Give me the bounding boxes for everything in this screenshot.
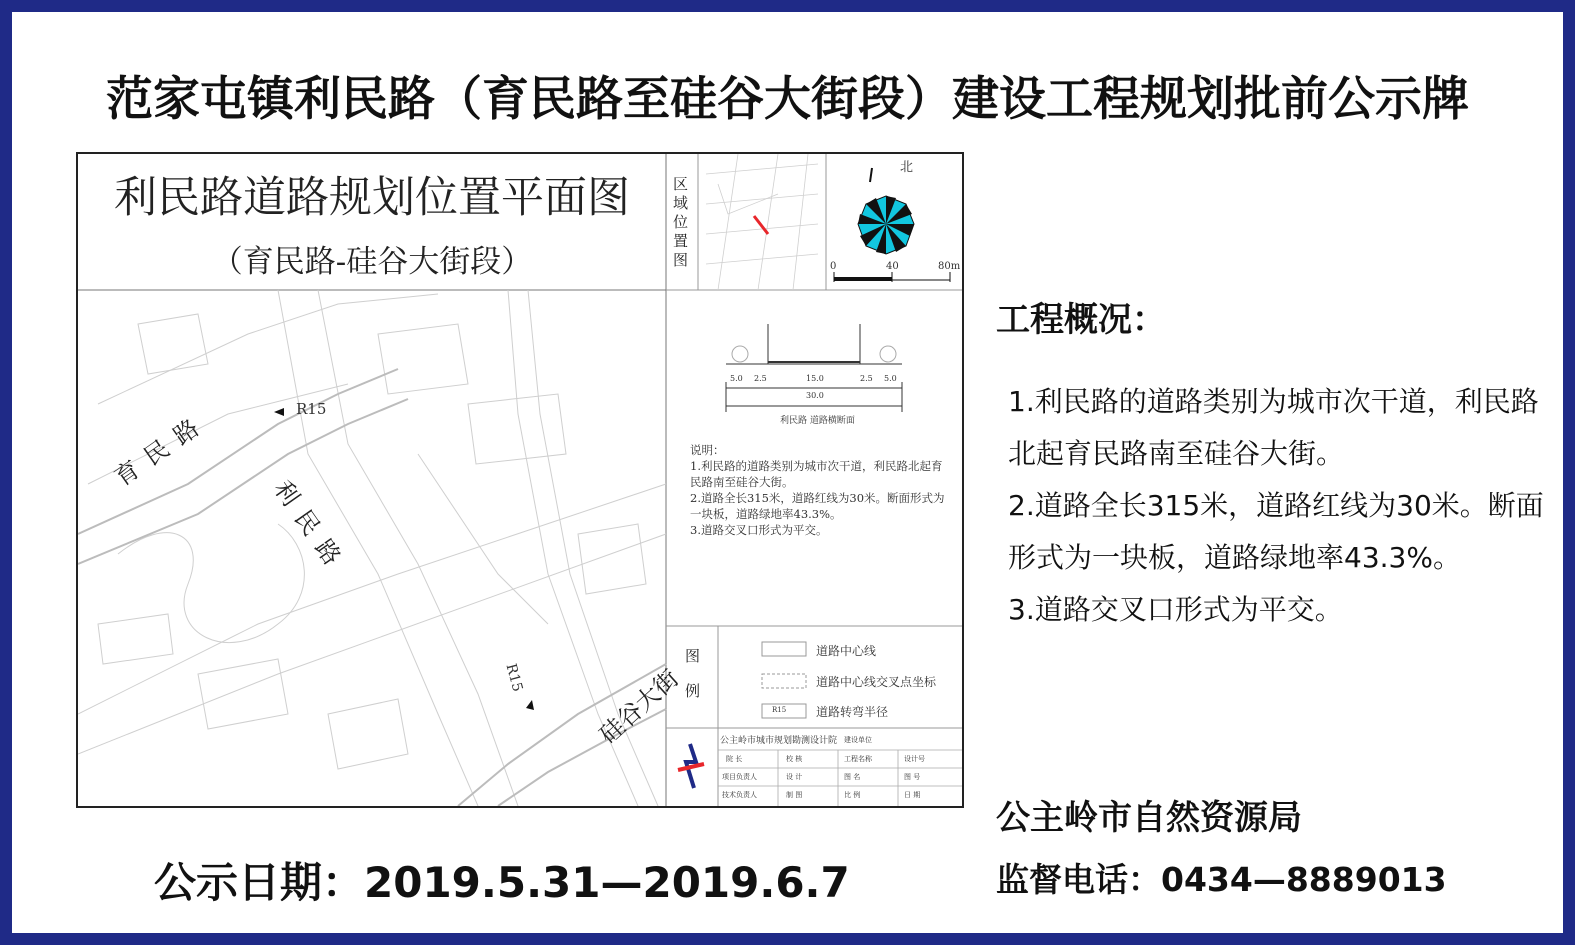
title-block-cell: 院 长 — [726, 755, 743, 763]
title-block-cell: 项目负责人 — [722, 773, 757, 781]
plan-notes — [690, 442, 952, 538]
cross-section-total: 30.0 — [806, 391, 824, 400]
plan-note-line: 2.道路全长315米，道路红线为30米。断面形式为一块板，道路绿地率43.3%。 — [690, 491, 945, 521]
legend-radius-sample: R15 — [772, 706, 787, 714]
notice-title: 范家屯镇利民路（育民路至硅谷大街段）建设工程规划批前公示牌 — [106, 72, 1469, 127]
cross-section-dim: 5.0 — [730, 374, 743, 383]
region-map-label: 区域位置图 — [671, 176, 689, 271]
plan-notes-heading: 说明： — [690, 443, 725, 457]
legend-item-centerline: 道路中心线 — [816, 644, 877, 658]
radius-marker-south — [526, 700, 534, 710]
plan-note-line: 1.利民路的道路类别为城市次干道，利民路北起育民路南至硅谷大街。 — [690, 459, 943, 489]
authority-name: 公主岭市自然资源局 — [996, 798, 1302, 838]
supervision-phone: 监督电话：0434—8889013 — [996, 860, 1447, 899]
overview-heading: 工程概况： — [996, 300, 1166, 340]
title-block-cell: 图 号 — [904, 773, 921, 781]
legend-item-radius: 道路转弯半径 — [816, 705, 889, 719]
notice-date: 公示日期：2019.5.31—2019.6.7 — [154, 858, 850, 907]
plan-subtitle: （育民路-硅谷大街段） — [211, 244, 533, 280]
map-label-radius-south: R15 — [502, 662, 526, 694]
scale-bar — [834, 272, 950, 282]
scale-mid: 40 — [886, 261, 899, 272]
title-block-cell: 校 核 — [786, 755, 803, 763]
road-location-marker — [754, 216, 768, 234]
cross-section-dim: 2.5 — [754, 374, 767, 383]
title-block-cell: 设 计 — [786, 773, 803, 781]
title-block-cell: 比 例 — [844, 791, 861, 799]
planning-drawing — [76, 152, 964, 808]
legend-label: 图例 — [683, 648, 701, 718]
overview-line: 1.利民路的道路类别为城市次干道，利民路北起育民路南至硅谷大街。 — [1008, 385, 1539, 470]
title-block-cell: 制 图 — [786, 791, 803, 799]
client-label: 建设单位 — [844, 736, 872, 744]
title-block-cell: 技术负责人 — [722, 791, 757, 799]
scale-zero: 0 — [830, 261, 837, 272]
scale-end: 80m — [938, 261, 961, 272]
legend-item-intersection: 道路中心线交叉点坐标 — [816, 675, 937, 689]
overview-body — [1008, 376, 1548, 636]
map-label-guigu-street: 硅谷大街 — [594, 664, 685, 750]
cross-section-dim: 5.0 — [884, 374, 897, 383]
title-block-cell: 工程名称 — [844, 755, 872, 763]
map-label-yumin-road: 育民路 — [109, 406, 214, 492]
cross-section-caption: 利民路 道路横断面 — [780, 416, 855, 426]
plan-title: 利民路道路规划位置平面图 — [114, 173, 630, 223]
overview-line: 2.道路全长315米，道路红线为30米。断面形式为一块板，道路绿地率43.3%。 — [1008, 489, 1544, 574]
institute-name: 公主岭市城市规划勘测设计院 — [720, 736, 838, 746]
title-block-cell: 设计号 — [904, 755, 925, 763]
title-block-cell: 图 名 — [844, 773, 861, 781]
radius-marker-north — [274, 408, 284, 416]
compass-icon — [858, 168, 914, 254]
map-label-limin-road: 利民路 — [268, 475, 354, 580]
north-label: 北 — [900, 160, 914, 175]
cross-section-dim: 2.5 — [860, 374, 873, 383]
map-label-radius-north: R15 — [296, 400, 327, 418]
cross-section-dim: 15.0 — [806, 374, 824, 383]
overview-line: 3.道路交叉口形式为平交。 — [1008, 593, 1343, 626]
title-block-cell: 日 期 — [904, 791, 921, 799]
plan-note-line: 3.道路交叉口形式为平交。 — [690, 523, 828, 537]
institute-logo-icon — [678, 744, 704, 788]
